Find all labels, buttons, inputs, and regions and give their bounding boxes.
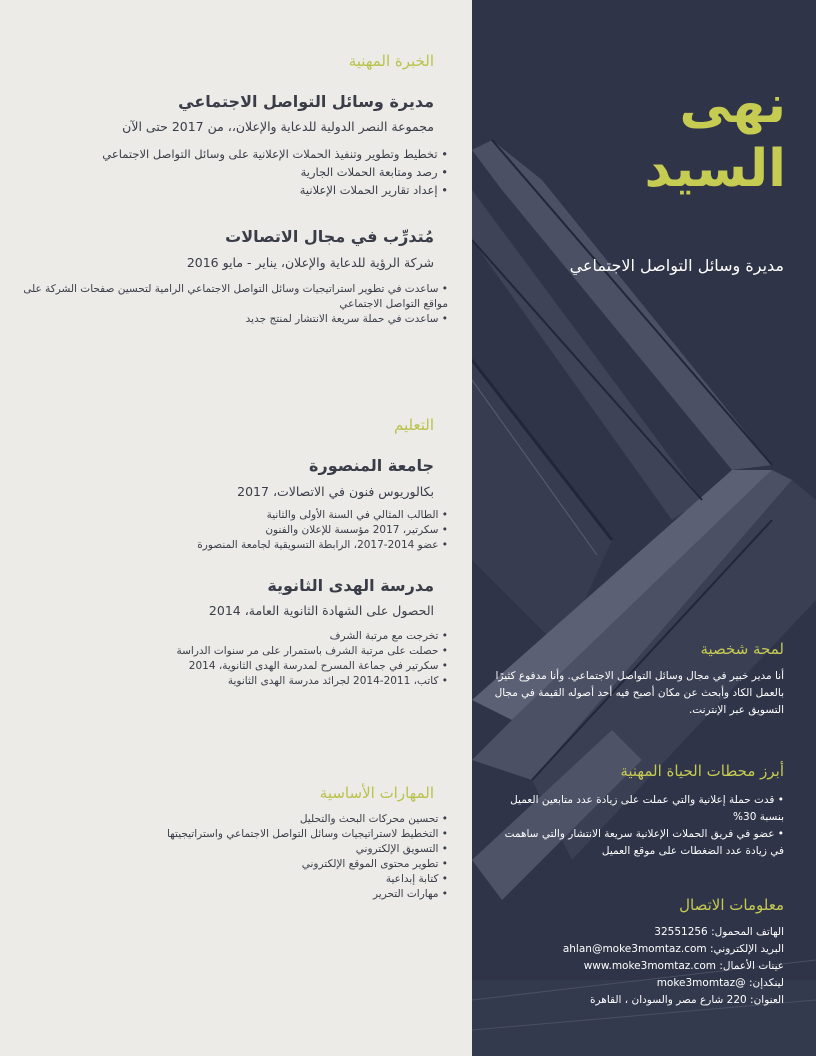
list-item: • عضو في فريق الحملات الإعلانية سريعة الانتشار والتي ساهمت في زيادة عدد الضغطات على موقع العميل bbox=[494, 826, 784, 860]
list-item: • ساعدت في تطوير استراتيجيات وسائل التواصل الاجتماعي الرامية لتحسين صفحات الشركة على مواقع التواصل الاجتماعي bbox=[8, 282, 448, 312]
education-heading: التعليم bbox=[394, 416, 434, 434]
job-title-1: مديرة وسائل التواصل الاجتماعي bbox=[178, 92, 434, 111]
school-degree-1: بكالوريوس فنون في الاتصالات، 2017 bbox=[237, 484, 434, 499]
summary-text: أنا مدير خبير في مجال وسائل التواصل الاجتماعي. وأنا مدفوع كثيرًا بالعمل الكاد وأبحث عن مكان أصبح فيه أحد أصوله القيمة في مجال التسويق عبر الإنترنت. bbox=[494, 670, 784, 716]
summary-heading: لمحة شخصية bbox=[700, 640, 784, 658]
list-item: • سكرتير في جماعة المسرح لمدرسة الهدى الثانوية، 2014 bbox=[8, 659, 448, 674]
list-item: • ساعدت في حملة سريعة الانتشار لمنتج جديد bbox=[8, 312, 448, 327]
job-title-2: مُتدرِّب في مجال الاتصالات bbox=[225, 227, 434, 246]
highlights-heading: أبرز محطات الحياة المهنية bbox=[620, 762, 784, 780]
name-line-1: نهى bbox=[679, 75, 786, 135]
contact-address: العنوان: 220 شارع مصر والسودان ، القاهرة bbox=[589, 994, 784, 1006]
list-item: • مهارات التحرير bbox=[8, 887, 448, 902]
contact-info bbox=[484, 924, 784, 1009]
list-item: • الطالب المثالي في السنة الأولى والثانية bbox=[8, 508, 448, 523]
list-item: • التخطيط لاستراتيجيات وسائل التواصل الاجتماعي واستراتيجيتها bbox=[8, 827, 448, 842]
list-item: • تطوير محتوى الموقع الإلكتروني bbox=[8, 857, 448, 872]
highlights-list bbox=[494, 792, 784, 860]
list-item: • تخرجت مع مرتبة الشرف bbox=[8, 629, 448, 644]
job-role: مديرة وسائل التواصل الاجتماعي bbox=[569, 256, 784, 275]
school-bullets-1 bbox=[8, 508, 448, 553]
list-item: • قدت حملة إعلانية والتي عملت على زيادة عدد متابعين العميل بنسبة 30% bbox=[494, 792, 784, 826]
list-item: • إعداد تقارير الحملات الإعلانية bbox=[8, 181, 448, 199]
school-name-1: جامعة المنصورة bbox=[309, 456, 434, 475]
list-item: • عضو 2014-2017، الرابطة التسويقية لجامعة المنصورة bbox=[8, 538, 448, 553]
contact-phone: الهاتف المحمول: 32551256 bbox=[654, 926, 784, 938]
job-company-2: شركة الرؤية للدعاية والإعلان، يناير - مايو 2016 bbox=[186, 255, 434, 270]
list-item: • تخطيط وتطوير وتنفيذ الحملات الإعلانية على وسائل التواصل الاجتماعي bbox=[8, 145, 448, 163]
skills-list bbox=[8, 812, 448, 902]
contact-email[interactable]: البريد الإلكتروني: ahlan@moke3momtaz.com bbox=[562, 943, 784, 955]
list-item: • تحسين محركات البحث والتحليل bbox=[8, 812, 448, 827]
contact-heading: معلومات الاتصال bbox=[679, 896, 784, 914]
list-item: • كتابة إبداعية bbox=[8, 872, 448, 887]
job-bullets-1 bbox=[8, 145, 448, 199]
list-item: • رصد ومتابعة الحملات الجارية bbox=[8, 163, 448, 181]
job-bullets-2 bbox=[8, 282, 448, 327]
experience-heading: الخبرة المهنية bbox=[348, 52, 434, 70]
list-item: • كاتب، 2011-2014 لجرائد مدرسة الهدى الثانوية bbox=[8, 674, 448, 689]
list-item: • حصلت على مرتبة الشرف باستمرار على مر سنوات الدراسة bbox=[8, 644, 448, 659]
list-item: • التسويق الإلكتروني bbox=[8, 842, 448, 857]
school-bullets-2 bbox=[8, 629, 448, 689]
right-column bbox=[472, 0, 816, 1056]
skills-heading: المهارات الأساسية bbox=[319, 784, 434, 802]
job-company-1: مجموعة النصر الدولية للدعاية والإعلان،، من 2017 حتى الآن bbox=[122, 119, 434, 134]
school-name-2: مدرسة الهدى الثانوية bbox=[267, 576, 434, 595]
school-degree-2: الحصول على الشهادة الثانوية العامة، 2014 bbox=[208, 603, 434, 618]
contact-linkedin[interactable]: لينكدإن: @moke3momtaz bbox=[656, 977, 784, 989]
list-item: • سكرتير، 2017 مؤسسة للإعلان والفنون bbox=[8, 523, 448, 538]
contact-website[interactable]: عينات الأعمال: www.moke3momtaz.com bbox=[583, 960, 784, 972]
name-line-2: السيد bbox=[644, 139, 786, 199]
